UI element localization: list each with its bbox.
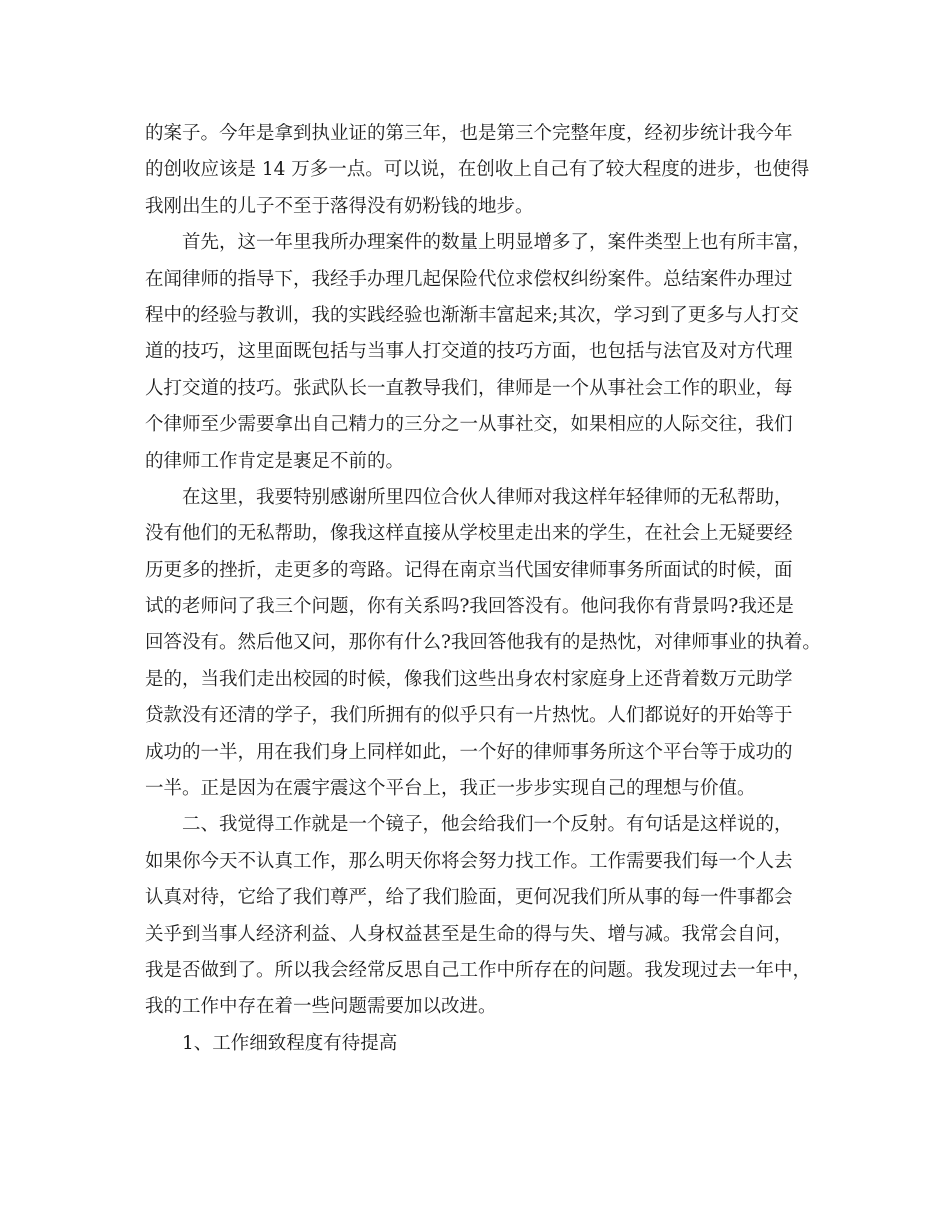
text-line: 的案子。今年是拿到执业证的第三年，也是第三个完整年度，经初步统计我今年 xyxy=(145,123,793,144)
text-line: 我是否做到了。所以我会经常反思自己工作中所存在的问题。我发现过去一年中， xyxy=(145,959,812,981)
text-line: 如果你今天不认真工作，那么明天你将会努力找工作。工作需要我们每一个人去 xyxy=(145,850,793,872)
text-line: 历更多的挫折，走更多的弯路。记得在南京当代国安律师事务所面试的时候，面 xyxy=(145,559,793,581)
text-line: 个律师至少需要拿出自己精力的三分之一从事社交，如果相应的人际交往，我们 xyxy=(145,414,793,436)
text-line: 的律师工作肯定是裹足不前的。 xyxy=(145,450,405,472)
text-line: 我的工作中存在着一些问题需要加以改进。 xyxy=(145,996,497,1018)
paragraph-start-line: 在这里，我要特别感谢所里四位合伙人律师对我这样年轻律师的无私帮助， xyxy=(182,486,793,508)
text-line: 试的老师问了我三个问题，你有关系吗?我回答没有。他问我你有背景吗?我还是 xyxy=(145,596,794,618)
document-body xyxy=(145,116,821,1062)
text-line: 在闻律师的指导下，我经手办理几起保险代位求偿权纠纷案件。总结案件办理过 xyxy=(145,268,793,290)
text-line: 关乎到当事人经济利益、人身权益甚至是生命的得与失、增与减。我常会自问， xyxy=(145,923,793,945)
text-line: 成功的一半，用在我们身上同样如此，一个好的律师事务所这个平台等于成功的 xyxy=(145,741,793,763)
text-line: 认真对待，它给了我们尊严，给了我们脸面，更何况我们所从事的每一件事都会 xyxy=(145,887,793,909)
paragraph-start-line: 二、我觉得工作就是一个镜子，他会给我们一个反射。有句话是这样说的， xyxy=(182,814,793,836)
text-line: 没有他们的无私帮助，像我这样直接从学校里走出来的学生，在社会上无疑要经 xyxy=(145,523,793,545)
text-line: 一半。正是因为在震宇震这个平台上，我正一步步实现自己的理想与价值。 xyxy=(145,778,756,800)
text-line: 贷款没有还清的学子，我们所拥有的似乎只有一片热忱。人们都说好的开始等于 xyxy=(145,705,793,727)
section-heading: 1、工作细致程度有待提高 xyxy=(182,1032,398,1054)
text-line: 人打交道的技巧。张武队长一直教导我们，律师是一个从事社会工作的职业，每 xyxy=(145,377,793,399)
text-line: 我刚出生的儿子不至于落得没有奶粉钱的地步。 xyxy=(145,195,534,217)
text-line: 回答没有。然后他又问，那你有什么?我回答他我有的是热忱，对律师事业的执着。 xyxy=(145,632,821,654)
text-line: 是的，当我们走出校园的时候，像我们这些出身农村家庭身上还背着数万元助学 xyxy=(145,668,793,690)
paragraph-start-line: 首先，这一年里我所办理案件的数量上明显增多了，案件类型上也有所丰富， xyxy=(182,232,812,254)
text-line: 的创收应该是 14 万多一点。可以说，在创收上自己有了较大程度的进步，也使得 xyxy=(145,159,810,181)
text-line: 道的技巧，这里面既包括与当事人打交道的技巧方面，也包括与法官及对方代理 xyxy=(145,341,793,363)
text-line: 程中的经验与教训，我的实践经验也渐渐丰富起来;其次，学习到了更多与人打交 xyxy=(145,304,799,326)
